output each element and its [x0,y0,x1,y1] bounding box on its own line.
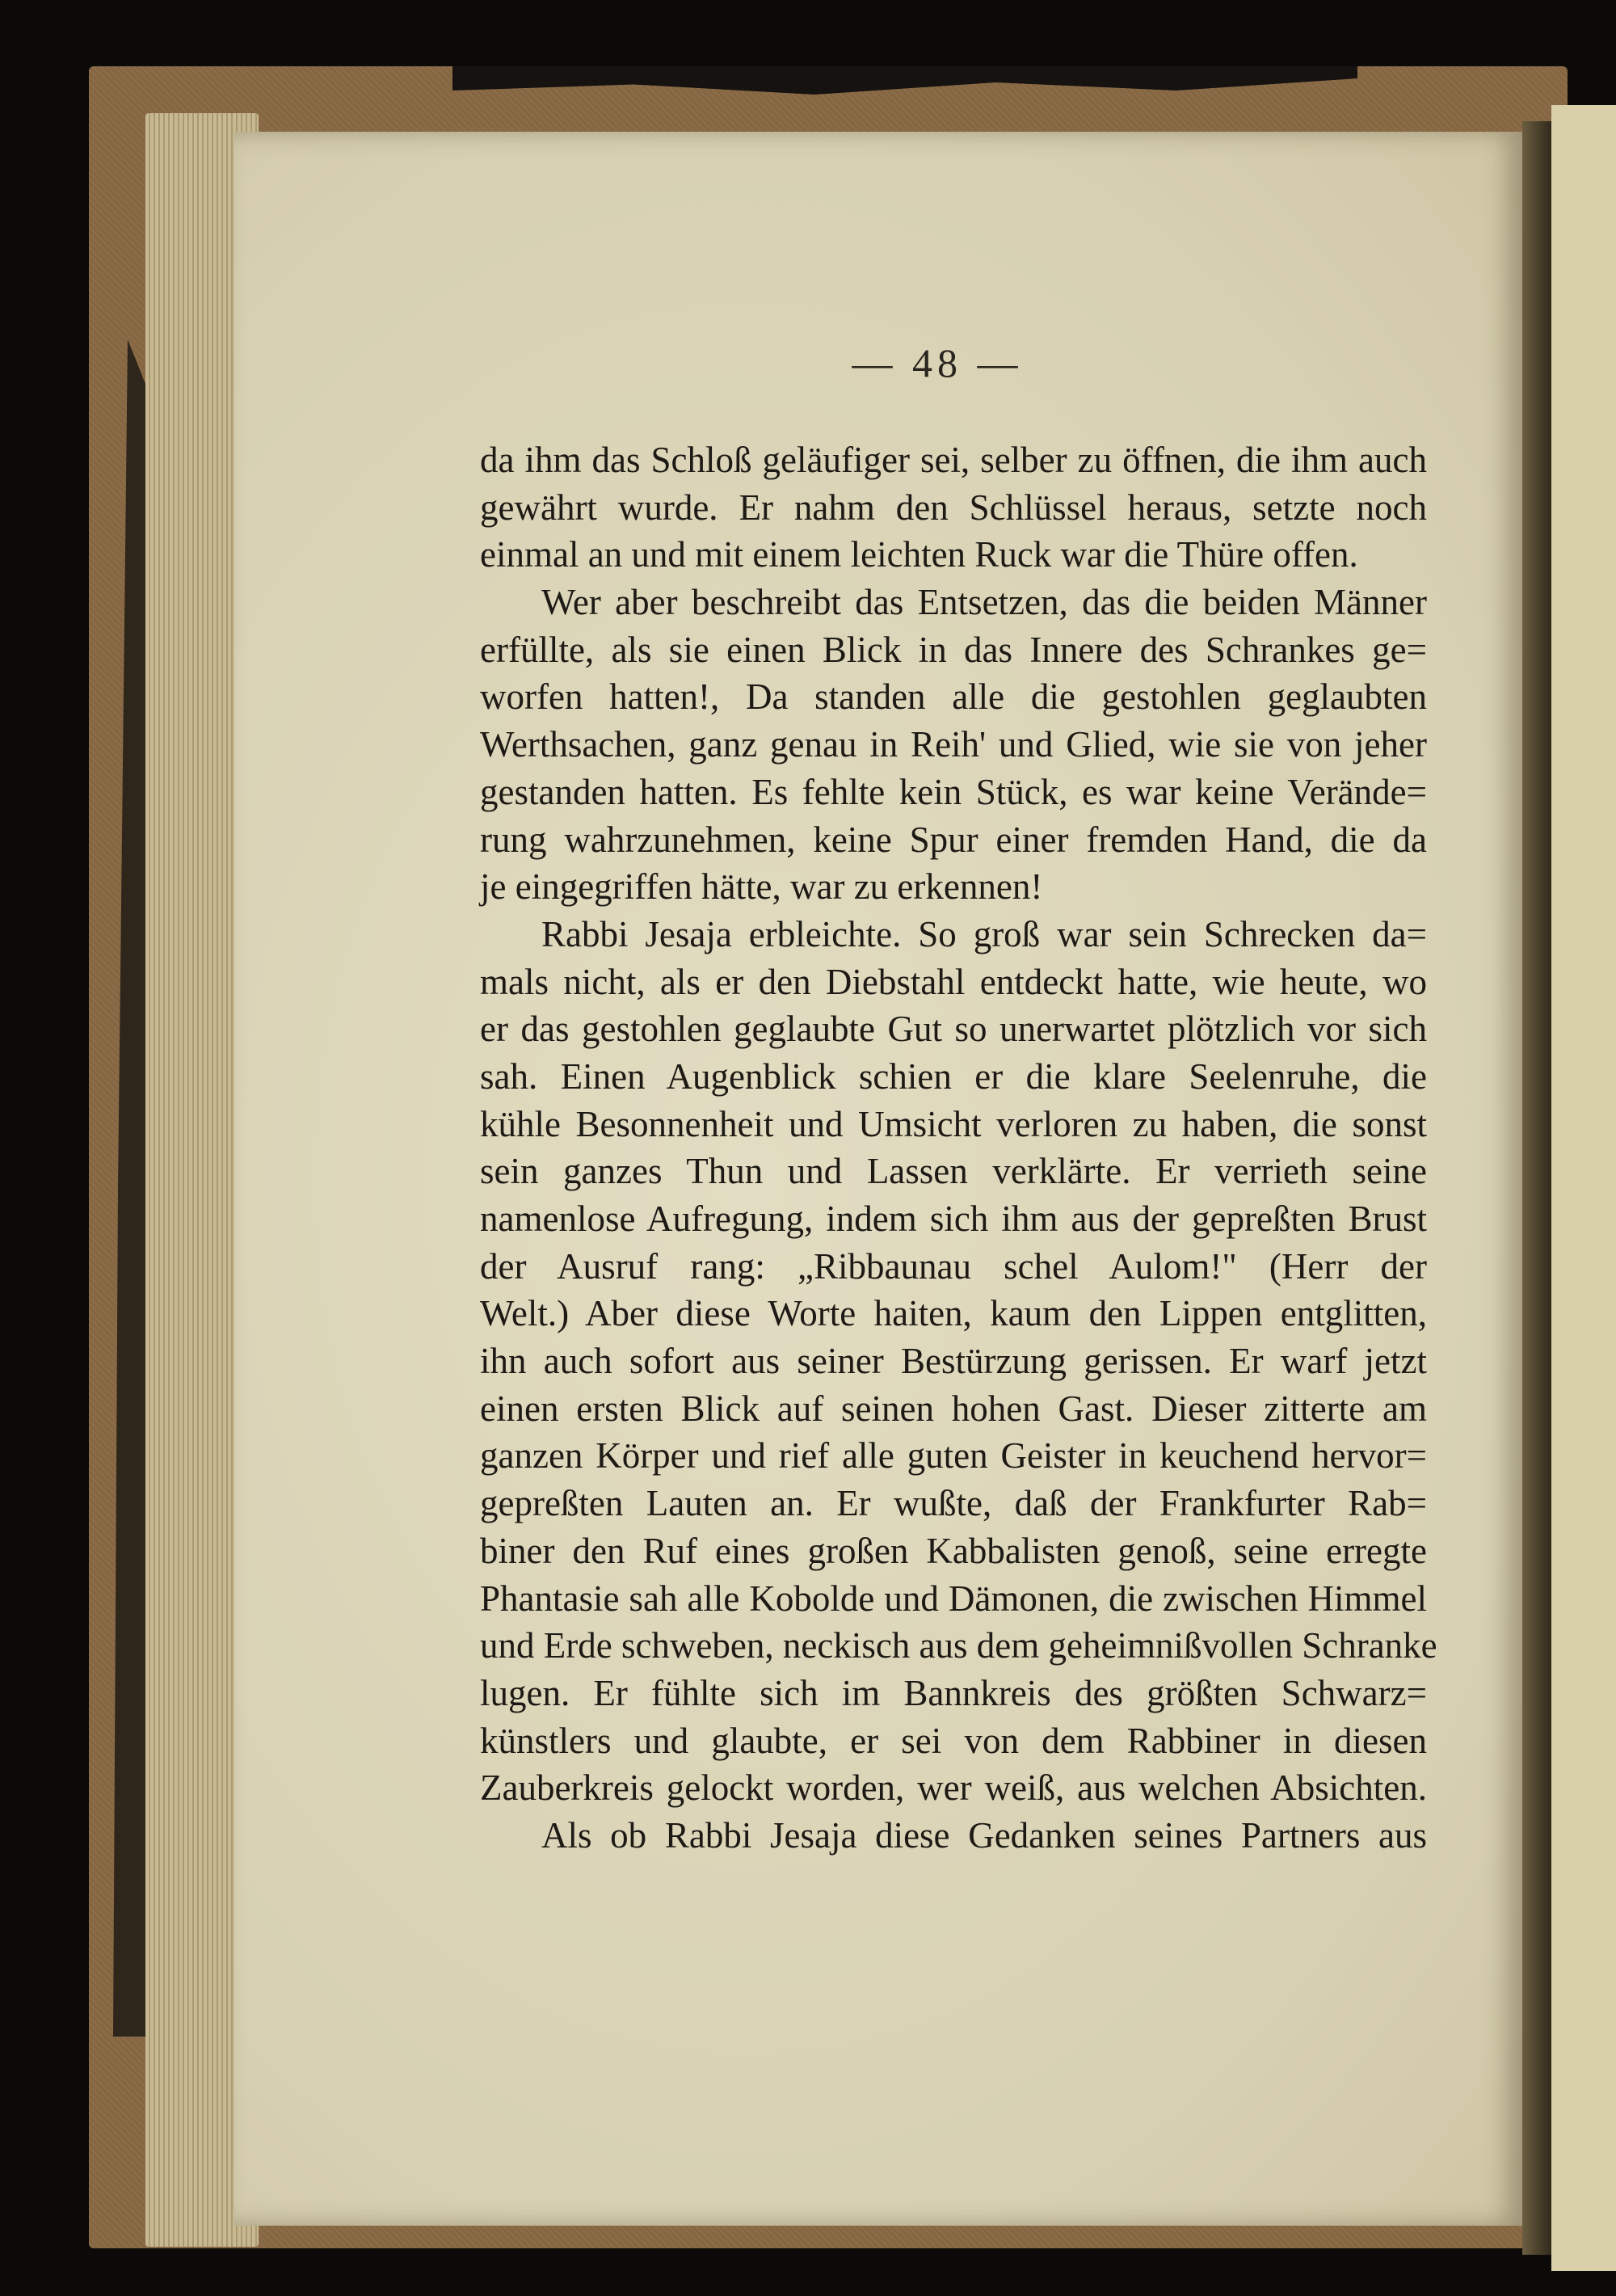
text-line: erfüllte, als sie einen Blick in das Innere des Schrankes ge= [480,629,1427,670]
text-line: lugen. Er fühlte sich im Bannkreis des größten Schwarz= [480,1672,1427,1713]
text-line: Welt.) Aber diese Worte haiten, kaum den Lippen entglitten, [480,1293,1427,1334]
text-line: er das gestohlen geglaubte Gut so unerwartet plötzlich vor sich [480,1009,1427,1050]
text-line: einen ersten Blick auf seinen hohen Gast. Dieser zitterte am [480,1388,1427,1429]
text-line: rung wahrzunehmen, keine Spur einer fremden Hand, die da [480,819,1427,860]
text-line: und Erde schweben, neckisch aus dem geheimnißvollen Schranke [480,1625,1437,1666]
text-line: Werthsachen, ganz genau in Reih' und Glied, wie sie von jeher [480,724,1427,765]
text-line: da ihm das Schloß geläufiger sei, selber zu öffnen, die ihm auch [480,440,1427,480]
text-line: worfen hatten!, Da standen alle die gestohlen geglaubten [480,676,1427,718]
facing-page [1551,105,1616,2271]
text-line: der Ausruf rang: „Ribbaunau schel Aulom!" (Herr der [480,1245,1427,1287]
text-line: gestanden hatten. Es fehlte kein Stück, es war keine Verände= [480,771,1427,812]
text-line: sein ganzes Thun und Lassen verklärte. Er verrieth seine [480,1151,1427,1192]
book-gutter [1522,121,1555,2255]
text-line: ihn auch sofort aus seiner Bestürzung gerissen. Er warf jetzt [480,1341,1427,1382]
text-line: je eingegriffen hätte, war zu erkennen! [480,866,1043,908]
text-line: namenlose Aufregung, indem sich ihm aus der gepreßten Brust [480,1199,1427,1239]
page-number: — 48 — [852,340,1023,385]
text-line: Wer aber beschreibt das Entsetzen, das die beiden Männer [541,582,1427,623]
text-line: sah. Einen Augenblick schien er die klare Seelenruhe, die [480,1055,1427,1097]
text-line: ganzen Körper und rief alle guten Geister in keuchend hervor= [480,1435,1427,1477]
text-line: Als ob Rabbi Jesaja diese Gedanken seines Partners aus [541,1814,1427,1856]
text-line: einmal an und mit einem leichten Ruck war die Thüre offen. [480,534,1358,575]
text-line: Phantasie sah alle Kobolde und Dämonen, die zwischen Himmel [480,1578,1427,1619]
text-line: mals nicht, als er den Diebstahl entdeckt hatte, wie heute, wo [480,961,1427,1002]
text-line: gewährt wurde. Er nahm den Schlüssel heraus, setzte noch [480,487,1427,528]
text-line: Rabbi Jesaja erbleichte. So groß war sein Schrecken da= [541,913,1427,954]
text-line: Zauberkreis gelockt worden, wer weiß, aus welchen Absichten. [480,1767,1427,1809]
page-text [480,436,1437,1860]
text-line: künstlers und glaubte, er sei von dem Rabbiner in diesen [480,1720,1427,1761]
text-line: biner den Ruf eines großen Kabbalisten genoß, seine erregte [480,1530,1427,1571]
text-line: kühle Besonnenheit und Umsicht verloren zu haben, die sonst [480,1103,1427,1144]
text-line: gepreßten Lauten an. Er wußte, daß der Frankfurter Rab= [480,1483,1427,1524]
